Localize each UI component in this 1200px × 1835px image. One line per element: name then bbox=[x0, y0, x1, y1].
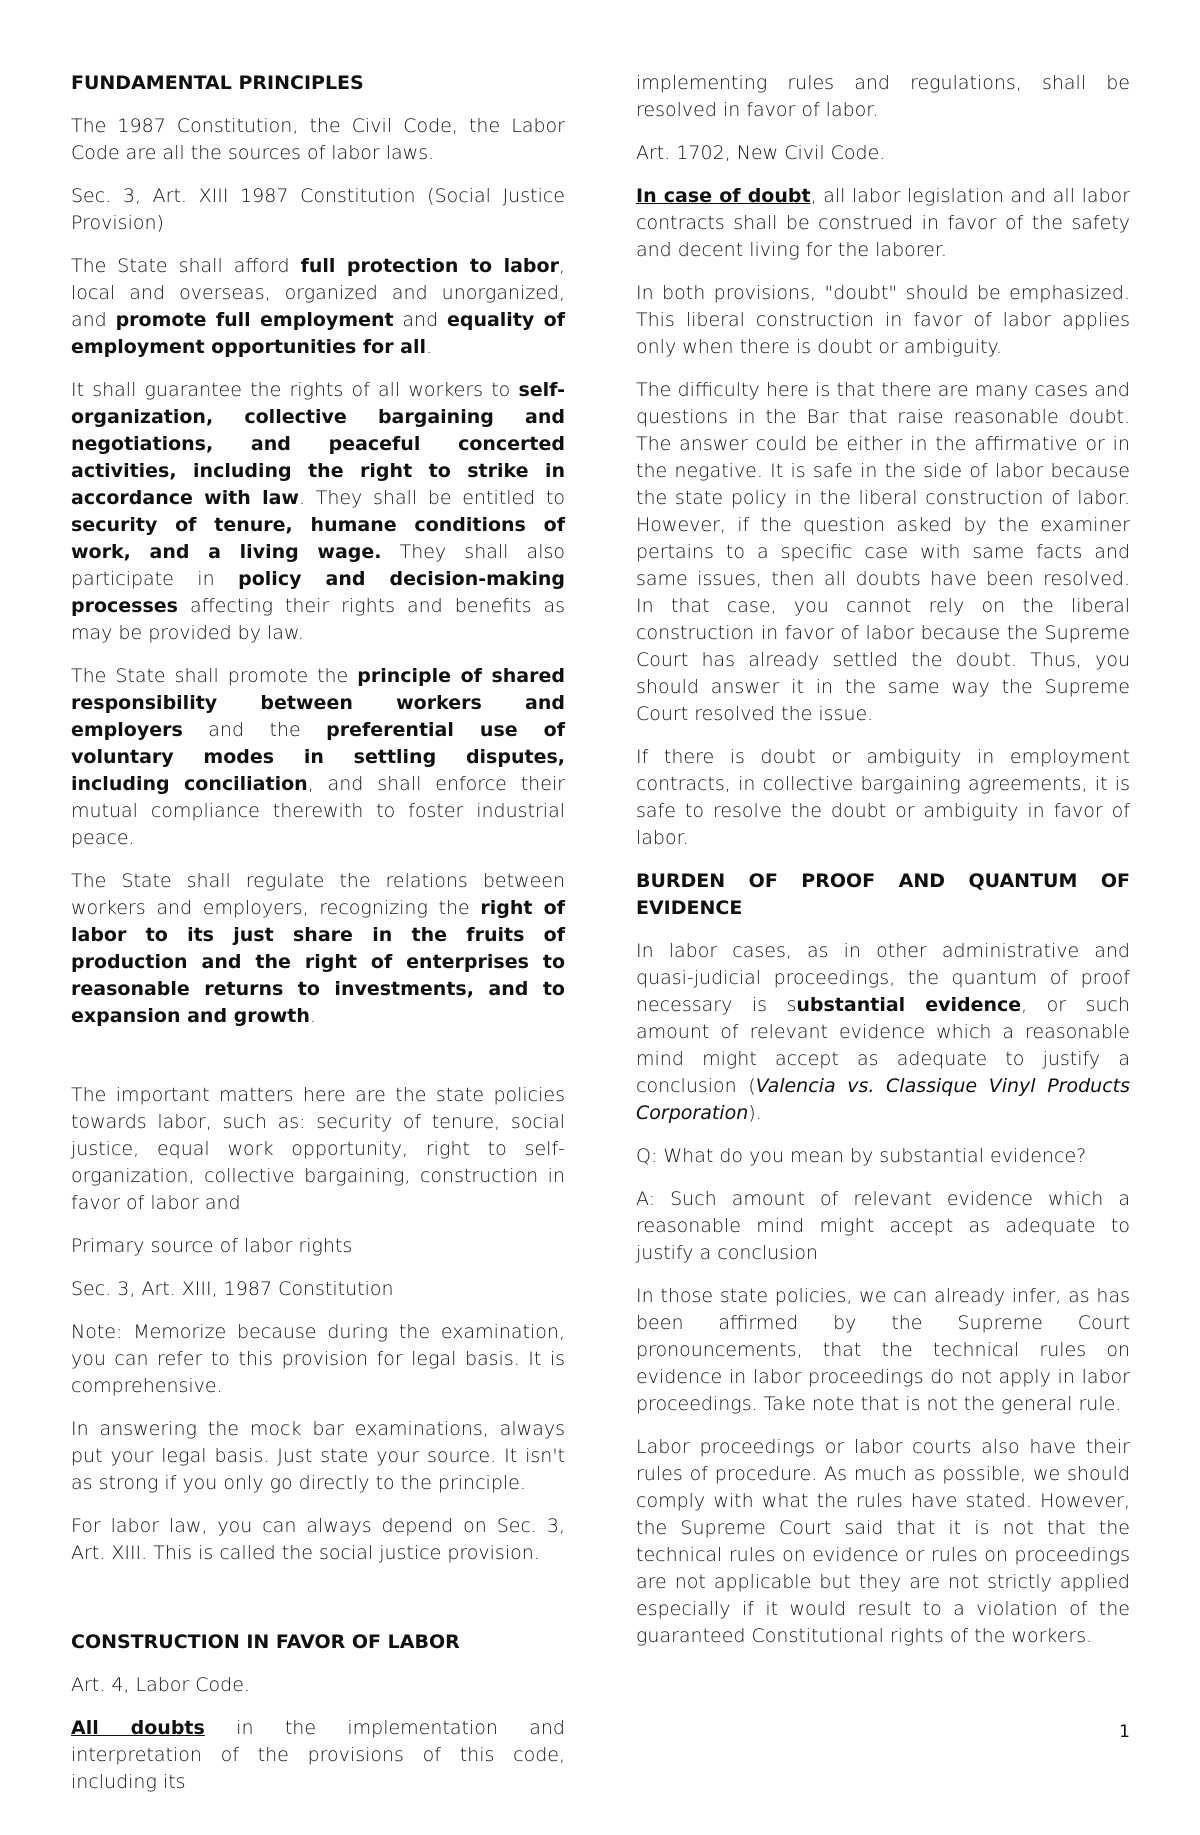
paragraph: For labor law, you can always depend on Sec. 3, Art. XIII. This is called the social justice provision. bbox=[71, 1515, 565, 1564]
paragraph: Primary source of labor rights bbox=[71, 1235, 353, 1257]
paragraph: In both provisions, "doubt" should be emphasized. This liberal construction in favor of labor applies only when there is doubt or ambiguity. bbox=[636, 282, 1130, 358]
paragraph: In answering the mock bar examinations, always put your legal basis. Just state your source. It isn't as strong if you only go directly to the principle. bbox=[71, 1418, 565, 1494]
paragraph: Note: Memorize because during the examination, you can refer to this provision for legal basis. It is comprehensive. bbox=[71, 1321, 565, 1397]
paragraph: Q: What do you mean by substantial evidence? bbox=[636, 1145, 1087, 1167]
heading-fundamental-principles: FUNDAMENTAL PRINCIPLES bbox=[71, 72, 364, 94]
paragraph: Sec. 3, Art. XIII, 1987 Constitution bbox=[71, 1278, 394, 1300]
paragraph: A: Such amount of relevant evidence which a reasonable mind might accept as adequate to justify a conclusion bbox=[636, 1188, 1130, 1264]
paragraph: In labor cases, as in other administrative and quasi-judicial proceedings, the quantum of proof necessary is substantial evidence, or such amount of relevant evidence which a reasonable mind might accept as adequate to justify a conclusion (Valencia vs. Classique Vinyl Products Corporation). bbox=[636, 940, 1131, 1124]
paragraph: In those state policies, we can already infer, as has been affirmed by the Supreme Court pronouncements, that the technical rules on evidence in labor proceedings do not apply in labor proceedings. Take note that is not the general rule. bbox=[636, 1285, 1130, 1415]
paragraph: Art. 1702, New Civil Code. bbox=[636, 142, 886, 164]
paragraph: The State shall promote the principle of shared responsibility between workers and employers and the preferential use of voluntary modes in settling disputes, including conciliation, and shall enforce their mutual compliance therewith to foster industrial peace. bbox=[71, 665, 566, 849]
paragraph: The State shall afford full protection to labor, local and overseas, organized and unorganized, and promote full employment and equality of employment opportunities for all. bbox=[71, 255, 565, 358]
paragraph: Labor proceedings or labor courts also have their rules of procedure. As much as possible, we should comply with what the rules have stated. However, the Supreme Court said that it is not that the technical rules on evidence or rules on proceedings are not applicable but they are not strictly applied especially if it would result to a violation of the guaranteed Constitutional rights of the workers. bbox=[636, 1436, 1130, 1647]
paragraph: It shall guarantee the rights of all workers to self-organization, collective bargaining and negotiations, and peaceful concerted activities, including the right to strike in accordance with law. They shall be entitled to security of tenure, humane conditions of work, and a living wage. They shall also participate in policy and decision-making processes affecting their rights and benefits as may be provided by law. bbox=[71, 379, 566, 644]
right-column bbox=[636, 70, 1130, 1666]
paragraph: The State shall regulate the relations between workers and employers, recognizing the right of labor to its just share in the fruits of production and the right of enterprises to reasonable returns to investments, and to expansion and growth. bbox=[71, 870, 565, 1027]
left-column bbox=[71, 70, 565, 1812]
paragraph: The important matters here are the state policies towards labor, such as: security of tenure, social justice, equal work opportunity, right to self-organization, collective bargaining, construction in favor of labor and bbox=[71, 1084, 565, 1214]
paragraph: In case of doubt, all labor legislation and all labor contracts shall be construed in favor of the safety and decent living for the laborer. bbox=[636, 185, 1130, 261]
paragraph: If there is doubt or ambiguity in employment contracts, in collective bargaining agreements, it is safe to resolve the doubt or ambiguity in favor of labor. bbox=[636, 746, 1130, 849]
page-number: 1 bbox=[1119, 1722, 1130, 1742]
paragraph: The 1987 Constitution, the Civil Code, the Labor Code are all the sources of labor laws. bbox=[71, 115, 565, 164]
heading-construction-in-favor-of-labor: CONSTRUCTION IN FAVOR OF LABOR bbox=[71, 1631, 460, 1653]
paragraph: Sec. 3, Art. XIII 1987 Constitution (Social Justice Provision) bbox=[71, 185, 565, 234]
paragraph: implementing rules and regulations, shall be resolved in favor of labor. bbox=[636, 72, 1130, 121]
paragraph: The difficulty here is that there are many cases and questions in the Bar that raise reasonable doubt. The answer could be either in the affirmative or in the negative. It is safe in the side of labor because the state policy in the liberal construction of labor. However, if the question asked by the examiner pertains to a specific case with same facts and same issues, then all doubts have been resolved. In that case, you cannot rely on the liberal construction in favor of labor because the Supreme Court has already settled the doubt. Thus, you should answer it in the same way the Supreme Court resolved the issue. bbox=[636, 379, 1130, 725]
paragraph: Art. 4, Labor Code. bbox=[71, 1674, 250, 1696]
heading-burden-of-proof: BURDEN OF PROOF AND QUANTUM OF EVIDENCE bbox=[636, 870, 1130, 919]
paragraph: All doubts in the implementation and interpretation of the provisions of this code, including its bbox=[71, 1717, 565, 1793]
